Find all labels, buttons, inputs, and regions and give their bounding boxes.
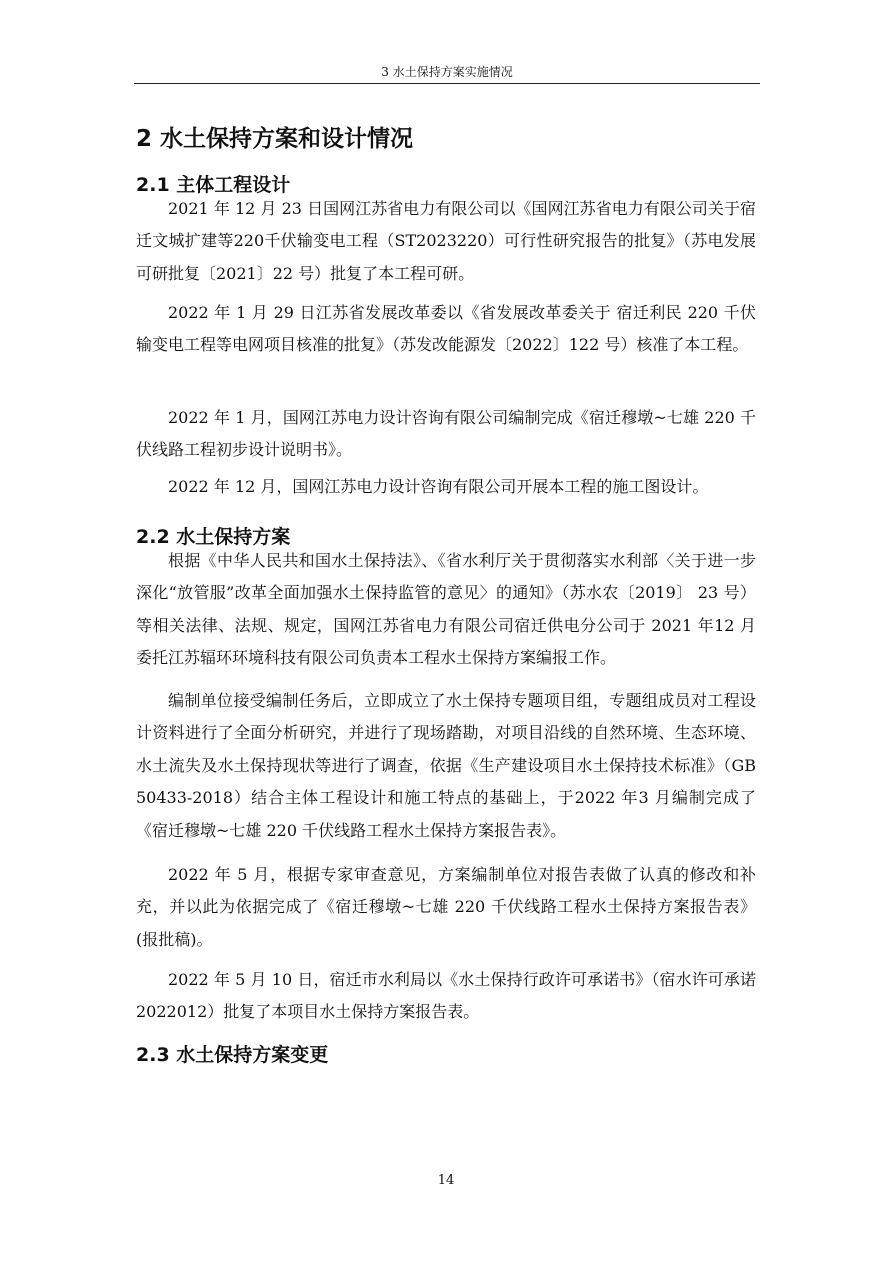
- header-rule: [134, 83, 760, 84]
- chapter-heading: 2 水土保持方案和设计情况: [136, 126, 414, 152]
- section-heading-2-3: 2.3 水土保持方案变更: [136, 1044, 329, 1066]
- section-heading-2-2: 2.2 水土保持方案: [136, 526, 291, 548]
- page-number: 14: [437, 1173, 455, 1188]
- paragraph: 2021 年 12 月 23 日国网江苏省电力有限公司以《国网江苏省电力有限公司关于宿迁文城扩建等220千伏输变电工程（ST2023220）可行性研究报告的批复》（苏电发展可研批复〔2021〕22 号）批复了本工程可研。: [136, 199, 756, 283]
- running-header: 3 水土保持方案实施情况: [381, 65, 513, 79]
- paragraph: 2022 年 1 月 29 日江苏省发展改革委以《省发展改革委关于 宿迁利民 220 千伏输变电工程等电网项目核准的批复》（苏发改能源发〔2022〕122 号）核准了本工程。: [136, 303, 756, 355]
- paragraph: 编制单位接受编制任务后，立即成立了水土保持专题项目组，专题组成员对工程设计资料进行了全面分析研究，并进行了现场踏勘，对项目沿线的自然环境、生态环境、水土流失及水土保持现状等进行了调查，依据《生产建设项目水土保持技术标准》（GB 50433-2018）结合主体工程设计和施工特点的基础上，于2022 年3 月编制完成了《宿迁穆墩~七雄 220 千伏线路工程水土保持方案报告表》。: [136, 691, 756, 840]
- section-heading-2-1: 2.1 主体工程设计: [136, 174, 291, 196]
- paragraph: 2022 年 1 月，国网江苏电力设计咨询有限公司编制完成《宿迁穆墩~七雄 220 千伏线路工程初步设计说明书》。: [136, 408, 756, 460]
- paragraph: 2022 年 5 月 10 日，宿迁市水利局以《水土保持行政许可承诺书》（宿水许可承诺 2022012）批复了本项目水土保持方案报告表。: [136, 970, 756, 1022]
- paragraph: 2022 年 5 月，根据专家审查意见，方案编制单位对报告表做了认真的修改和补充，并以此为依据完成了《宿迁穆墩~七雄 220 千伏线路工程水土保持方案报告表》(报批稿)。: [136, 865, 756, 949]
- paragraph: 根据《中华人民共和国水土保持法》、《省水利厅关于贯彻落实水利部〈关于进一步深化“放管服”改革全面加强水土保持监管的意见〉的通知》（苏水农〔2019〕 23 号）等相关法律、法规、规定，国网江苏省电力有限公司宿迁供电分公司于 2021 年12 月委托江苏辐环环境科技有限公司负责本工程水土保持方案编报工作。: [136, 551, 756, 668]
- paragraph: 2022 年 12 月，国网江苏电力设计咨询有限公司开展本工程的施工图设计。: [168, 477, 709, 496]
